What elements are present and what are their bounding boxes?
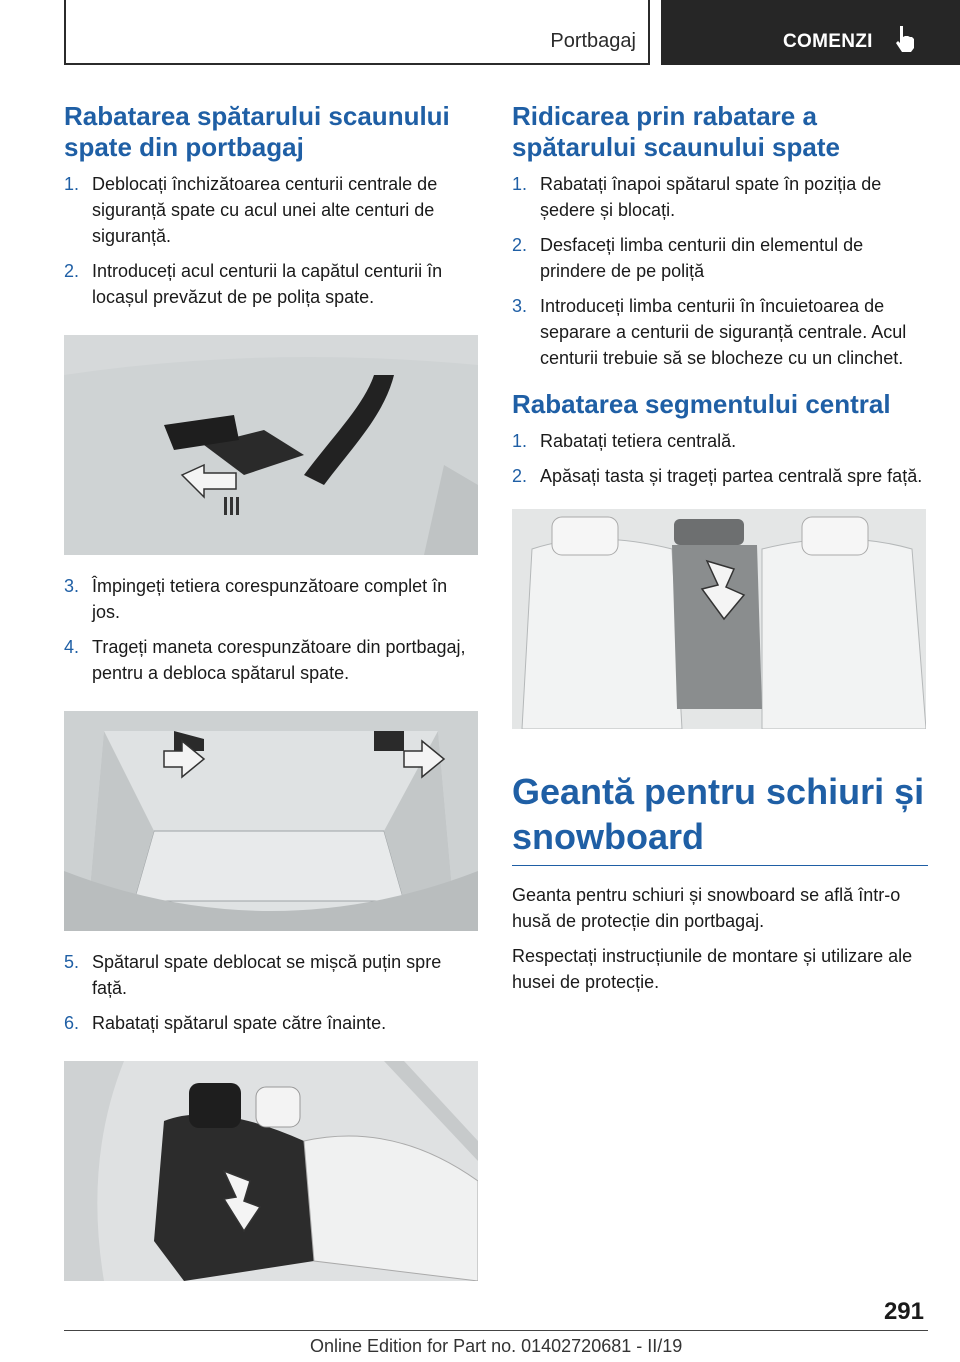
- header-section-title: Portbagaj: [550, 30, 636, 52]
- left-column: [64, 101, 478, 1299]
- step-list: [64, 573, 478, 686]
- right-column: [512, 101, 928, 1004]
- list-item: 2. Desfaceți limba centurii din elementul de prindere de pe poliță: [512, 235, 864, 281]
- chapter-heading-ski-bag: Geantă pentru schiuri și snowboard: [512, 769, 928, 866]
- illustration-seat-folding: [64, 1061, 478, 1281]
- illustration-center-segment: [512, 509, 926, 729]
- list-item: 4. Trageți maneta corespunzătoare din portbagaj, pentru a debloca spătarul spate.: [64, 637, 466, 683]
- list-item: 2. Introduceți acul centurii la capătul centurii în locașul prevăzut de pe polița spate.: [64, 261, 443, 307]
- header-section-tab: [64, 0, 650, 65]
- section-heading-center-segment: Rabatarea segmentului central: [512, 389, 891, 419]
- commands-button-label: COMENZI: [783, 31, 873, 52]
- paragraph: Respectați instrucțiunile de montare și utilizare ale husei de protecție.: [512, 946, 913, 992]
- step-list: [64, 171, 478, 310]
- section-heading-raise-backrest: Ridicarea prin rabatare a spătarului scaunului spate: [512, 101, 840, 162]
- section-heading-fold-from-trunk: Rabatarea spătarului scaunului spate din portbagaj: [64, 101, 450, 162]
- hand-pointer-icon: [893, 24, 919, 54]
- list-item: 5. Spătarul spate deblocat se mișcă puțin spre față.: [64, 952, 442, 998]
- list-item: 2. Apăsați tasta și trageți partea centrală spre față.: [512, 466, 923, 486]
- list-item: 6. Rabatați spătarul spate către înainte.: [64, 1013, 387, 1033]
- step-list: [512, 428, 928, 489]
- paragraph: Geanta pentru schiuri și snowboard se află într-o husă de protecție din portbagaj.: [512, 885, 901, 931]
- list-item: 3. Împingeți tetiera corespunzătoare complet în jos.: [64, 576, 448, 622]
- illustration-parcel-shelf-belt: [64, 335, 478, 555]
- list-item: 1. Rabatați tetiera centrală.: [512, 431, 737, 451]
- commands-button[interactable]: [661, 0, 960, 65]
- step-list: [512, 171, 928, 371]
- footer-divider: [64, 1330, 928, 1331]
- illustration-trunk-release-levers: [64, 711, 478, 931]
- footer-edition-text: Online Edition for Part no. 01402720681 - II/19: [310, 1336, 683, 1356]
- list-item: 1. Rabatați înapoi spătarul spate în poziția de ședere și blocați.: [512, 174, 882, 220]
- list-item: 1. Deblocați închizătoarea centurii centrale de siguranță spate cu acul unei alte centuri de siguranță.: [64, 174, 438, 246]
- list-item: 3. Introduceți limba centurii în încuietoarea de separare a centurii de siguranță centrale. Acul centurii trebuie să se blocheze cu un clinchet.: [512, 296, 907, 368]
- step-list: [64, 949, 478, 1036]
- page-number: 291: [883, 1298, 924, 1325]
